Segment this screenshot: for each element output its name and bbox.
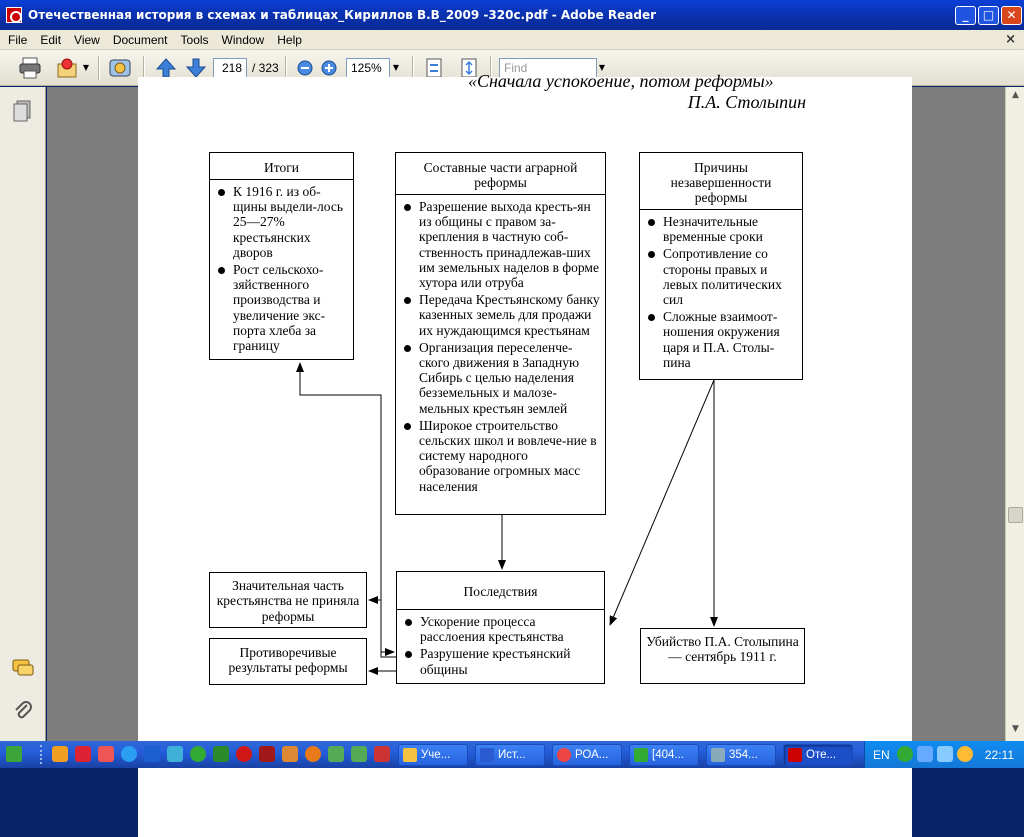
navigation-panel <box>0 87 46 741</box>
box-posledstviya-title: Последствия <box>397 572 604 610</box>
box-prichiny-title: Причины незавершенности реформы <box>640 153 802 210</box>
taskbar-button-3[interactable]: РОА... <box>552 744 622 766</box>
menu-help[interactable]: Help <box>277 33 302 47</box>
pages-icon[interactable] <box>11 99 35 123</box>
network-icon[interactable] <box>937 746 953 762</box>
scroll-up-arrow[interactable]: ▲ <box>1012 90 1019 100</box>
opera-icon[interactable] <box>236 746 252 762</box>
pdf-page <box>138 71 912 837</box>
epigraph-author: П.А. Столыпин <box>687 92 806 112</box>
scroll-thumb[interactable] <box>1008 507 1023 523</box>
box-sostavnye-chasti-title: Составные части аграрной реформы <box>396 153 605 195</box>
clock: 22:11 <box>984 748 1014 762</box>
zoom-dropdown-arrow[interactable]: ▼ <box>392 63 400 72</box>
find-input[interactable]: Find <box>499 58 597 78</box>
find-dropdown-arrow[interactable]: ▼ <box>598 63 606 72</box>
box-ubiystvo: Убийство П.А. Столыпина — сентябрь 1911 г. <box>640 628 805 684</box>
email-dropdown-arrow[interactable]: ▼ <box>82 63 90 72</box>
box-protivorechivye: Противоречивые результаты реформы <box>209 638 367 685</box>
start-icon[interactable] <box>6 746 22 762</box>
hand-tool-icon[interactable] <box>108 56 132 80</box>
quicklaunch-icon-1[interactable] <box>52 746 68 762</box>
menu-tools[interactable]: Tools <box>180 33 209 47</box>
folder-icon <box>403 748 417 762</box>
epigraph-quote: «Сначала успокоение, потом реформы» <box>468 71 774 91</box>
box-itogi-title: Итоги <box>210 153 353 180</box>
taskbar-button-6[interactable]: Оте... <box>783 744 853 766</box>
zoom-level-input[interactable]: 125% <box>346 58 390 78</box>
menu-window[interactable]: Window <box>221 33 265 47</box>
list-item: Сложные взаимоот-ношения окружения царя и П.А. Столы-пина <box>644 309 798 370</box>
arrow-prichiny-to-posledstviya <box>610 380 714 625</box>
quicklaunch-icon-15[interactable] <box>374 746 390 762</box>
minimize-button[interactable]: _ <box>955 6 976 25</box>
box-sostavnye-chasti <box>395 152 606 515</box>
taskbar <box>0 741 1024 768</box>
box-prichiny <box>639 152 803 380</box>
list-item: Передача Крестьянскому банку казенных земель для продажи их нуждающимся крестьянам <box>400 292 601 338</box>
tray-icon-4[interactable] <box>957 746 973 762</box>
document-close-button[interactable]: × <box>1005 32 1016 47</box>
ie-icon[interactable] <box>121 746 137 762</box>
tray-icon-2[interactable] <box>917 746 933 762</box>
menu-bar <box>0 30 1024 50</box>
menu-view[interactable]: View <box>74 33 100 47</box>
list-item: К 1916 г. из об-щины выдели-лось 25—27% крестьянских дворов <box>214 184 349 260</box>
menu-document[interactable]: Document <box>112 33 168 47</box>
list-item: Незначительные временные сроки <box>644 214 798 244</box>
utorrent-task-icon <box>634 748 648 762</box>
tray-icon-1[interactable] <box>897 746 913 762</box>
language-indicator[interactable]: EN <box>873 748 890 762</box>
quicklaunch-icon-2[interactable] <box>75 746 91 762</box>
taskbar-button-1[interactable]: Уче... <box>398 744 468 766</box>
list-item: Разрешение выхода кресть-ян из общины с правом за-крепления в частную соб-ственность принадлежав-ших им земельных наделов в форме хутора или отруба <box>400 199 601 290</box>
list-item: Ускорение процесса расслоения крестьянства <box>401 614 600 644</box>
adobe-reader-icon <box>6 7 22 23</box>
quicklaunch-icon-14[interactable] <box>351 746 367 762</box>
taskbar-button-4[interactable]: [404... <box>629 744 699 766</box>
window-title: Отечественная история в схемах и таблицах_Кириллов В.В_2009 -320с.pdf - Adobe Reader <box>28 8 656 22</box>
page-total-label: / 323 <box>252 61 279 75</box>
comments-icon[interactable] <box>11 657 35 681</box>
taskbar-button-2[interactable]: Ист... <box>475 744 545 766</box>
list-item: Разрушение крестьянский общины <box>401 646 600 676</box>
scroll-down-arrow[interactable]: ▼ <box>1012 724 1019 734</box>
quicklaunch-icon-8[interactable] <box>213 746 229 762</box>
word-icon <box>480 748 494 762</box>
page-number-input[interactable]: 218 <box>213 58 247 78</box>
menu-file[interactable]: File <box>8 33 28 47</box>
list-item: Сопротивление со стороны правых и левых политических сил <box>644 246 798 307</box>
list-item: Рост сельскохо-зяйственного производства и увеличение экс-порта хлеба за границу <box>214 262 349 353</box>
list-item: Широкое строительство сельских школ и вовлече-ние в систему народного образование огромных масс населения <box>400 418 601 494</box>
menu-edit[interactable]: Edit <box>40 33 62 47</box>
app-task-icon <box>711 748 725 762</box>
quicklaunch-icon-13[interactable] <box>328 746 344 762</box>
quicklaunch-icon-5[interactable] <box>144 746 160 762</box>
box-posledstviya <box>396 571 605 684</box>
print-icon[interactable] <box>18 56 42 80</box>
close-button[interactable]: ✕ <box>1001 6 1022 25</box>
document-view[interactable] <box>47 71 1005 741</box>
taskbar-grip <box>40 745 44 764</box>
attachments-icon[interactable] <box>11 699 35 723</box>
quicklaunch-icon-10[interactable] <box>259 746 275 762</box>
list-item: Организация переселенче-ского движения в Западную Сибирь с целью наделения безземельных и малозе-мельных крестьян землей <box>400 340 601 416</box>
maximize-button[interactable]: □ <box>978 6 999 25</box>
vertical-scrollbar[interactable] <box>1005 87 1024 741</box>
title-bar <box>0 0 1024 30</box>
email-icon[interactable] <box>55 56 79 80</box>
box-itogi <box>209 152 354 360</box>
quicklaunch-icon-3[interactable] <box>98 746 114 762</box>
chrome-icon <box>557 748 571 762</box>
toolbar-separator <box>98 56 100 80</box>
taskbar-button-5[interactable]: 354... <box>706 744 776 766</box>
system-tray <box>864 741 1024 768</box>
box-znachitelnaya-chast: Значительная часть крестьянства не приняла реформы <box>209 572 367 628</box>
adobe-reader-task-icon <box>788 748 802 762</box>
quicklaunch-icon-6[interactable] <box>167 746 183 762</box>
utorrent-icon[interactable] <box>190 746 206 762</box>
firefox-icon[interactable] <box>305 746 321 762</box>
quicklaunch-icon-11[interactable] <box>282 746 298 762</box>
